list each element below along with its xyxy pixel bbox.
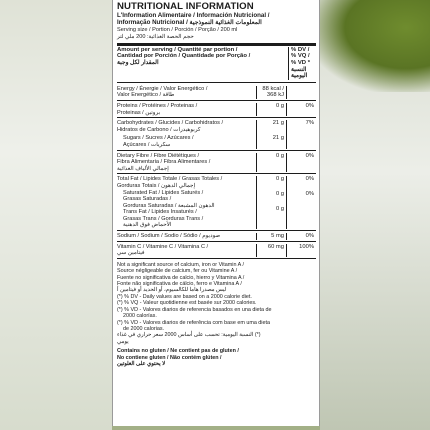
proteins-row (117, 101, 316, 118)
trans-fat-amount: 0 g (275, 205, 284, 212)
fibre-label: Dietary Fibre / Fibre Diététiques / Fibra Alimentaria / Fibra Alimentares / إجمالي الألياف الغذائية (117, 152, 211, 172)
sodium-pct: 0% (286, 233, 316, 240)
sodium-label: Sodium / Sodium / Sodio / Sódio / صوديوم (117, 233, 221, 240)
fibre-amount: 0 g (256, 153, 286, 173)
sugars-amount: 21 g (272, 134, 284, 141)
panel-subtitle-2: Informação Nutricional / المعلومات الغذائية النموذجية (117, 19, 262, 27)
fibre-pct: 0% (286, 153, 316, 173)
serving-size-arabic: حجم الحصة الغذائية: 200 ملي لتر (117, 33, 194, 40)
gluten-note: Contains no gluten / Ne contient pas de gluten / (117, 348, 239, 355)
energy-label: Energy / Énergie / Valor Energético / Valor Energético / طاقة (117, 85, 208, 99)
saturated-fat-label: Saturated Fat / Lipides Saturés / (123, 189, 204, 196)
energy-pct (286, 86, 316, 99)
fat-amount: 0 g 0 g 0 g (256, 176, 286, 229)
saturated-fat-amount: 0 g (275, 190, 284, 197)
daily-value-header: % DV / % VQ / % VD * النسبة اليومية (288, 47, 316, 80)
sodium-amount: 5 mg (256, 233, 286, 240)
carbohydrates-pct: 7% (286, 120, 316, 148)
footnotes: Not a significant source of calcium, iron or Vitamin A / Source négligeable de calcium, fer ou Vitamine A / Fuente no significativa de calcio, hierro y Vitamina A / Fonte não significativa de cálcio, ferro e Vitamina A / ليس مصدرا هاما للكالسيوم، أو الحديد أو فيتامين أ (*) % DV - Daily values are based on a 2000 calorie diet. (*) % VQ - Valeur quotidienne est basée sur 2000 calories. (*) % VD - Valores diarios de referencia basados en una dieta de 2000 calorías. (*) % VD - Valores diarios de referência com base em uma dieta de 2000 calorias. (*) النسبة اليومية: تحسب على أساس 2000 سعر حراري في غذاء يومي Contains no gluten / Ne contient pas de gluten / No contiene gluten / Não contém glúten / لا يحتوي على الغلوتين (117, 259, 316, 368)
serving-size: Serving size / Portion / Porción / Porção / 200 ml (117, 26, 238, 33)
proteins-label: Proteins / Protéines / Proteinas / Proteinas / بروتين (117, 102, 198, 116)
panel-title: NUTRITIONAL INFORMATION (117, 1, 254, 12)
fat-label: Total Fat / Lipides Totale / Grasas Totales / Gorduras Totais / إجمالي الدهون Saturated Fat / Lipides Saturés / Grasas Saturadas / Gorduras Saturadas / الدهون المشبعة Trans Fat / Lipides Insaturés / Grasas Trans / Gorduras Trans / الأحماض فوق الدهنية (117, 176, 256, 229)
sugars-label: Sugars / Sucres / Azúcares / (123, 135, 194, 142)
fat-pct: 0% 0% (286, 176, 316, 229)
nutrition-panel (112, 0, 320, 430)
vitamin-c-label: Vitamin C / Vitamine C / Vitamina C / فيتامين سي (117, 243, 209, 257)
energy-amount: 88 kcal / 368 kJ (256, 86, 286, 99)
vitamin-c-pct: 100% (286, 244, 316, 257)
amount-per-serving-header: Amount per serving / Quantité par portion / Cantidad por Porción / Quantidade por Porção / المقدار لكل وجبة (117, 46, 251, 66)
vitamin-c-row (117, 242, 316, 259)
carbohydrates-row (117, 118, 316, 150)
dv-note: (*) % DV - Daily values are based on a 2000 calorie diet. (117, 293, 252, 300)
fat-row (117, 174, 316, 231)
leaf-graphic (310, 0, 430, 92)
table-header (117, 47, 316, 83)
thick-rule (117, 43, 316, 46)
carbohydrates-amount: 21 g 21 g (256, 120, 286, 148)
vitamin-c-amount: 60 mg (256, 244, 286, 257)
background-left (0, 0, 115, 430)
proteins-amount: 0 g (256, 103, 286, 116)
proteins-pct: 0% (286, 103, 316, 116)
carbohydrates-label: Carbohydrates / Glucides / Carbohidratos / Hidratos de Carbono / كربوهيدرات Sugars / Sucres / Azúcares / Açúcares / سكريات (117, 120, 256, 148)
fibre-row (117, 151, 316, 175)
bottom-band (112, 426, 320, 430)
calcium-note: Not a significant source of calcium, iron or Vitamin A / (117, 261, 244, 268)
sodium-row (117, 231, 316, 242)
trans-fat-label: Trans Fat / Lipides Insaturés / (123, 209, 197, 216)
saturated-fat-pct: 0% (305, 190, 314, 197)
panel-subtitle-1: L'Information Alimentaire / Información Nutricional / (117, 12, 270, 19)
energy-row (117, 84, 316, 101)
